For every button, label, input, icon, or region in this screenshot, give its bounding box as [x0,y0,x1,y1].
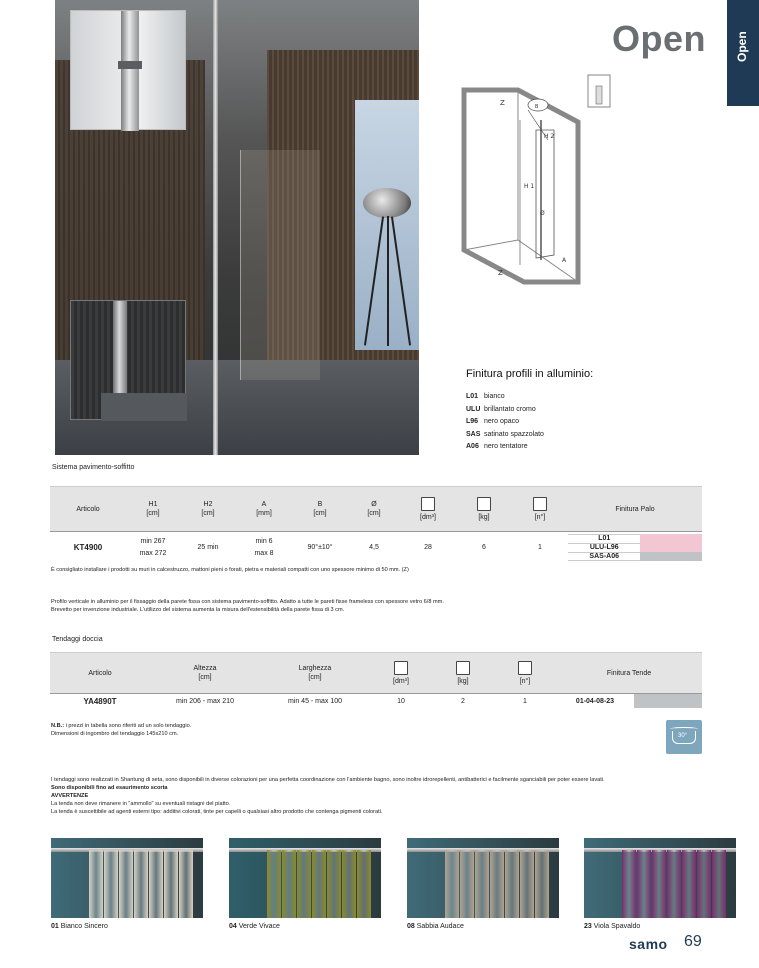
curtain-fold [357,850,371,918]
diagram-label: H 1 [524,183,535,190]
curtain-fold [445,850,459,918]
section-tab [727,0,759,106]
curtain-fold [622,850,636,918]
curtain-fold [535,850,549,918]
finish-item: L01 bianco [466,393,505,400]
packages-icon [518,661,532,675]
col-header-h1: H1 [cm] [146,501,160,517]
curtain-label: 04 Verde Vivace [229,923,280,930]
curtain-photo-04 [229,838,381,918]
col-header-weight: [kg] [456,497,512,522]
curtain-fold [682,850,696,918]
product-description: Profilo verticale in alluminio per il fissaggio della parete fissa con sistema pavimento-soffitto. Adatto a tutte le pareti fisse frameless con spessore vetro 6/8 mm. Brevetto per invenzione industriale. L'utilizzo del sistema aumenta la misura dell'estensibilità della parete fissa di 3 cm. [51,599,444,613]
curtain-photo-08 [407,838,559,918]
col-header-finish: Finitura Tende [606,669,652,677]
curtain-fold [520,850,534,918]
curtain-label: 08 Sabbia Audace [407,923,464,930]
finish-item: SAS satinato spazzolato [466,430,544,438]
finish-item: ULU brillantato cromo [466,405,536,413]
weight-icon [456,661,470,675]
wash-30-icon: 30° [666,720,702,754]
brand-logo: samo [629,936,668,952]
table-row: KT4900 min 267 max 272 25 min min 6 max 8 90°±10° 4,5 28 6 1 L01 ULU-L96 SAS-A06 [50,532,702,562]
finish-list [466,393,544,456]
page-number: 69 [684,933,702,950]
technical-diagram [458,70,638,292]
curtain-label: 23 Viola Spavaldo [584,923,641,930]
col-header-articolo: Articolo [88,669,112,677]
curtain-fold [267,850,281,918]
curtain-photo-23 [584,838,736,918]
finish-swatches: L01 ULU-L96 SAS-A06 [568,534,702,561]
page-title: Open [612,18,707,59]
col-header-volume: [dm³] [400,497,456,522]
curtain-fold [134,850,148,918]
finish-title: Finitura profili in alluminio: [466,368,594,380]
install-note: È consigliato installare i prodotti su muri in calcestruzzo, mattoni pieni o forati, pietra e materiali compatti con uno spessore minimo di 50 mm. (Z) [51,567,409,573]
curtain-table [50,652,702,708]
col-header-finish: Finitura Palo [615,505,655,513]
diagram-label: A [562,257,567,264]
finish-item: A06 nero tentatore [466,443,528,451]
curtain-fold [460,850,474,918]
diagram-label: H 2 [544,133,555,140]
table-row: YA4890T min 206 - max 210 min 45 - max 100 10 2 1 01-04-08-23 [50,694,702,708]
curtain-fold [164,850,178,918]
weight-icon [477,497,491,511]
col-header-larghezza: Larghezza [cm] [298,665,332,681]
section-caption: Tendaggi doccia [52,636,103,643]
diagram-label: Z [498,269,503,277]
col-header-diameter: Ø [cm] [367,501,381,517]
table-header [50,652,702,694]
floor-detail-photo [70,300,186,420]
col-header-articolo: Articolo [76,505,100,513]
curtain-fold [667,850,681,918]
curtain-fold [342,850,356,918]
curtain-fold [327,850,341,918]
col-header-h2: H2 [cm] [201,501,215,517]
curtain-fold [149,850,163,918]
box-icon [394,661,408,675]
col-header-volume: [dm³] [370,661,432,686]
curtain-fold [475,850,489,918]
curtain-fold [505,850,519,918]
diagram-label: B [535,104,539,110]
curtain-fold [104,850,118,918]
box-icon [421,497,435,511]
col-header-a: A [mm] [256,501,272,517]
curtain-fold [637,850,651,918]
diagram-label: Z [500,99,505,107]
section-caption: Sistema pavimento-soffitto [52,464,135,471]
nb-note: N.B.: i prezzi in tabella sono riferiti ad un solo tendaggio. Dimensioni di ingombro del tendaggio 145x210 cm. [51,723,192,737]
curtain-fold [89,850,103,918]
curtain-fold [652,850,666,918]
finish-item: L96 nero opaco [466,418,520,426]
curtain-fold [179,850,193,918]
curtain-fold [712,850,726,918]
curtain-fold [282,850,296,918]
ceiling-detail-photo [70,10,186,130]
table-header [50,486,702,532]
col-header-packages: [n°] [494,661,556,686]
curtain-fold [312,850,326,918]
section-tab-label: Open [735,31,749,62]
col-header-b: B [cm] [313,501,327,517]
curtain-photo-01 [51,838,203,918]
curtain-fold [119,850,133,918]
curtain-fold [297,850,311,918]
diagram-label: Ø [540,210,545,217]
col-header-weight: [kg] [432,661,494,686]
curtain-fold [490,850,504,918]
packages-icon [533,497,547,511]
product-table [50,486,702,562]
curtain-info: I tendaggi sono realizzati in Shantung di seta, sono disponibili in diverse colorazioni per una perfetta coordinazione con l'ambiente bagno, sono inoltre idrorepellenti, antibatterici e facilmente sganciabili per poter essere lavati. Sono disponibili fino ad esaurimento scorta AVVERTENZE La tenda non deve rimanere in "ammollo" su eventuali ristagni del piatto. La tenda è suscettibile ad agenti esterni tipo: additivi colorati, tinte per capelli o qualsiasi altro prodotto che contenga pigmenti colorati. [51,777,605,815]
curtain-label: 01 Bianco Sincero [51,923,108,930]
curtain-fold [697,850,711,918]
col-header-packages: [n°] [512,497,568,522]
col-header-altezza: Altezza [cm] [193,665,217,681]
